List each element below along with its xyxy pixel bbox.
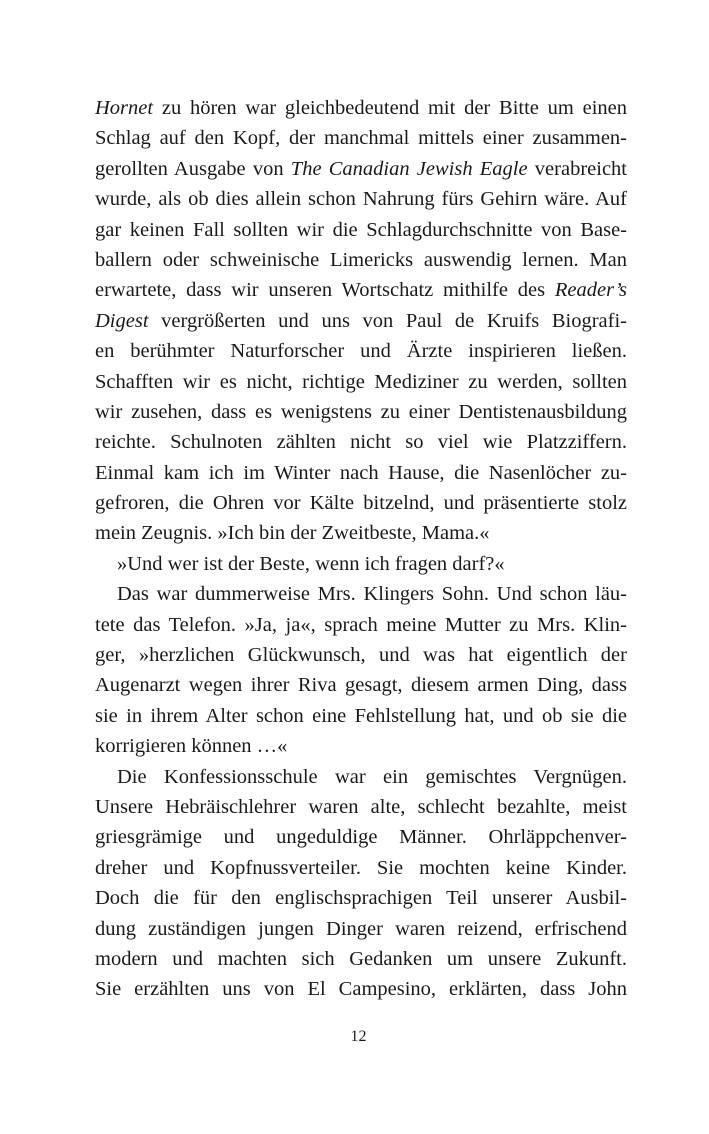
- text-line: [95, 610, 627, 640]
- text-run: Unsere Hebräischlehrer waren alte, schlecht bezahlte, meist: [95, 795, 627, 818]
- italic-title: Hornet: [95, 97, 154, 119]
- text-line: [95, 184, 627, 214]
- text-run: wir zusehen, dass es wenigstens zu einer Dentistenausbildung: [95, 400, 627, 423]
- text-line: [95, 944, 627, 974]
- text-line: [95, 397, 627, 427]
- text-line: [95, 762, 627, 792]
- text-run: ger, »herzlichen Glückwunsch, und was hat eigentlich der: [95, 644, 627, 667]
- text-run: Schafften wir es nicht, richtige Mediziner zu werden, sollten: [95, 370, 627, 393]
- text-line: [95, 336, 627, 366]
- text-run: modern und machten sich Gedanken um unsere Zukunft.: [95, 947, 627, 970]
- text-line: [95, 306, 627, 336]
- text-line: [95, 701, 627, 731]
- text-line: [95, 640, 627, 670]
- text-run: Doch die für den englischsprachigen Teil unserer Ausbil-: [95, 887, 627, 910]
- text-run: Einmal kam ich im Winter nach Hause, die Nasenlöcher zu-: [95, 461, 627, 484]
- text-run: Sie erzählten uns von El Campesino, erklärten, dass John: [95, 978, 627, 1001]
- text-run: en berühmter Naturforscher und Ärzte inspirieren ließen.: [95, 340, 627, 363]
- text-run: dreher und Kopfnussverteiler. Sie mochten keine Kinder.: [95, 856, 627, 879]
- text-line: [95, 670, 627, 700]
- text-run: griesgrämige und ungeduldige Männer. Ohrläppchenver-: [95, 826, 627, 849]
- italic-title: Reader’s: [554, 279, 627, 302]
- text-run: Das war dummerweise Mrs. Klingers Sohn. Und schon läu-: [117, 583, 627, 606]
- text-line: [95, 275, 627, 305]
- text-run: wurde, als ob dies allein schon Nahrung fürs Gehirn wäre. Auf: [95, 188, 627, 211]
- text-line: [95, 792, 627, 822]
- text-line: [95, 488, 627, 518]
- paragraph: [95, 579, 627, 761]
- text-run: zu hören war gleichbedeutend mit der Bitte um einen: [153, 97, 627, 119]
- text-line: [95, 93, 627, 123]
- paragraph: [95, 93, 627, 549]
- text-line: [95, 883, 627, 913]
- text-run: gar keinen Fall sollten wir die Schlagdurchschnitte von Base-: [95, 218, 627, 241]
- text-line: [95, 549, 627, 579]
- text-run: verabreicht: [527, 157, 627, 180]
- text-line: [95, 154, 627, 184]
- text-line: [95, 518, 627, 548]
- page-number: 12: [350, 1028, 367, 1045]
- paragraph: [95, 549, 627, 579]
- text-line: [95, 853, 627, 883]
- text-line: [95, 914, 627, 944]
- paragraph: [95, 762, 627, 1005]
- text-line: [95, 974, 627, 1004]
- text-line: [95, 579, 627, 609]
- text-run: »Und wer ist der Beste, wenn ich fragen darf?«: [117, 552, 505, 575]
- italic-title: The Canadian Jewish Eagle: [290, 157, 528, 180]
- text-line: [95, 215, 627, 245]
- text-run: gerollten Ausgabe von: [95, 157, 291, 180]
- text-run: mein Zeugnis. »Ich bin der Zweitbeste, Mama.«: [95, 522, 490, 545]
- text-line: [95, 427, 627, 457]
- text-line: [95, 123, 627, 153]
- text-line: [95, 458, 627, 488]
- text-line: [95, 822, 627, 852]
- text-run: tete das Telefon. »Ja, ja«, sprach meine Mutter zu Mrs. Klin-: [95, 613, 627, 636]
- text-run: Schlag auf den Kopf, der manchmal mittels einer zusammen-: [95, 127, 627, 150]
- text-run: erwartete, dass wir unseren Wortschatz mithilfe des: [95, 279, 555, 302]
- text-run: Die Konfessionsschule war ein gemischtes Vergnügen.: [117, 765, 627, 788]
- text-run: dung zuständigen jungen Dinger waren reizend, erfrischend: [95, 917, 627, 940]
- text-run: gefroren, die Ohren vor Kälte bitzelnd, und präsentierte stolz: [95, 492, 627, 515]
- italic-title: Digest: [95, 309, 149, 332]
- book-page-text: [95, 93, 627, 1005]
- text-run: korrigieren können …«: [95, 735, 288, 758]
- text-run: Augenarzt wegen ihrer Riva gesagt, diesem armen Ding, dass: [95, 674, 627, 697]
- text-run: reichte. Schulnoten zählten nicht so viel wie Platzziffern.: [95, 431, 627, 454]
- text-line: [95, 245, 627, 275]
- text-line: [95, 731, 627, 761]
- text-run: vergrößerten und uns von Paul de Kruifs Biografi-: [148, 309, 627, 332]
- text-run: sie in ihrem Alter schon eine Fehlstellung hat, und ob sie die: [95, 704, 627, 727]
- text-run: ballern oder schweinische Limericks auswendig lernen. Man: [95, 248, 627, 271]
- text-line: [95, 367, 627, 397]
